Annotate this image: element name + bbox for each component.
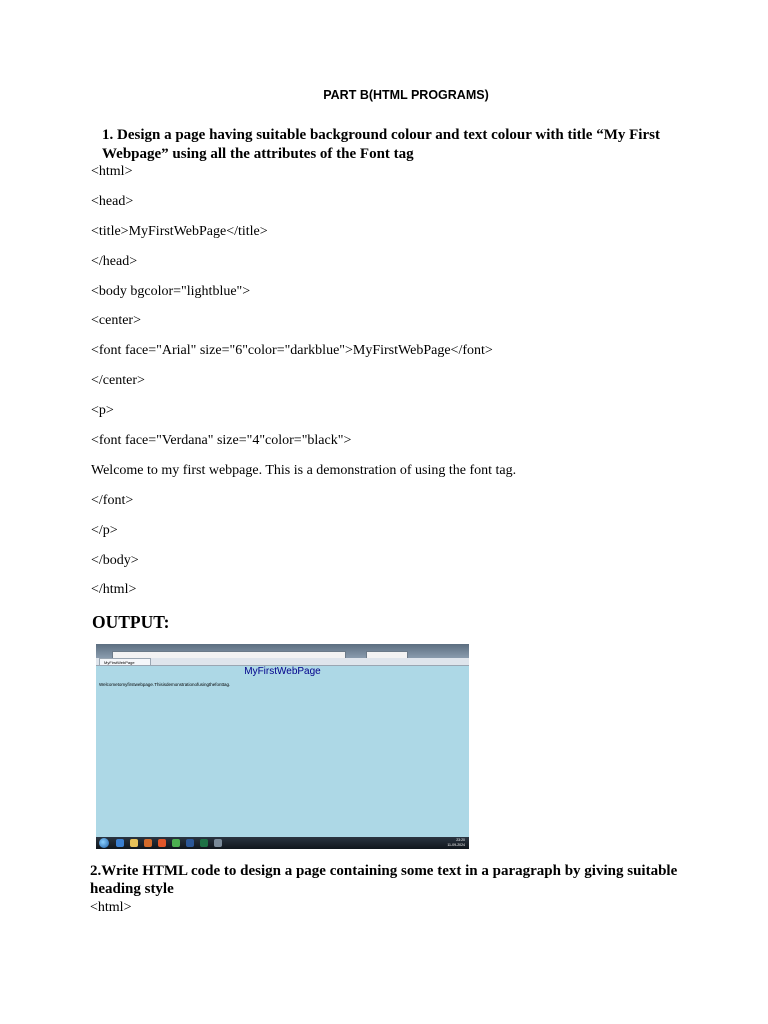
code-line: </html> — [91, 582, 137, 598]
code-line: </body> — [91, 552, 139, 568]
code-line: </head> — [91, 253, 138, 269]
output-screenshot — [96, 644, 469, 849]
code-line: <font face="Arial" size="6"color="darkblue">MyFirstWebPage</font> — [91, 343, 493, 359]
code-line: <p> — [91, 403, 114, 419]
tab-strip — [96, 658, 469, 666]
question-2: 2.Write HTML code to design a page containing some text in a paragraph by giving suitable heading style — [90, 863, 678, 897]
browser-tab: MyFirstWebPage — [99, 658, 151, 665]
output-label: OUTPUT: — [92, 612, 170, 632]
code-line: </center> — [91, 373, 145, 389]
code-line: <body bgcolor="lightblue"> — [91, 283, 251, 299]
app-icon — [214, 839, 222, 847]
taskbar-clock — [447, 838, 465, 848]
word-icon — [186, 839, 194, 847]
code-line: <head> — [91, 193, 134, 209]
media-icon — [144, 839, 152, 847]
code-line: <html> — [91, 164, 133, 179]
part-title: PART B(HTML PROGRAMS) — [323, 88, 489, 102]
code-line: <html> — [90, 900, 132, 915]
code-block-1 — [91, 162, 731, 610]
chrome-icon — [172, 839, 180, 847]
code-line: <center> — [91, 313, 141, 329]
ie-icon — [116, 839, 124, 847]
clock-date: 11-09-2024 — [447, 843, 465, 847]
code-line: <title>MyFirstWebPage</title> — [91, 223, 268, 239]
code-line: <font face="Verdana" size="4"color="black"> — [91, 433, 352, 449]
excel-icon — [200, 839, 208, 847]
explorer-icon — [130, 839, 138, 847]
screenshot-body-text: Welcometomyfirstwebpage.Thisisdemonstrationofusingthefonttag. — [99, 682, 231, 687]
screenshot-heading: MyFirstWebPage — [244, 666, 321, 677]
taskbar — [96, 837, 469, 849]
question-1: 1. Design a page having suitable background colour and text colour with title “My First Webpage” using all the attributes of the Font tag — [102, 127, 660, 162]
code-line: </p> — [91, 522, 118, 538]
clock-time: 23:20 — [456, 838, 465, 842]
start-orb-icon — [99, 838, 109, 848]
code-line: </font> — [91, 492, 134, 508]
firefox-icon — [158, 839, 166, 847]
code-line: Welcome to my first webpage. This is a demonstration of using the font tag. — [91, 462, 517, 478]
